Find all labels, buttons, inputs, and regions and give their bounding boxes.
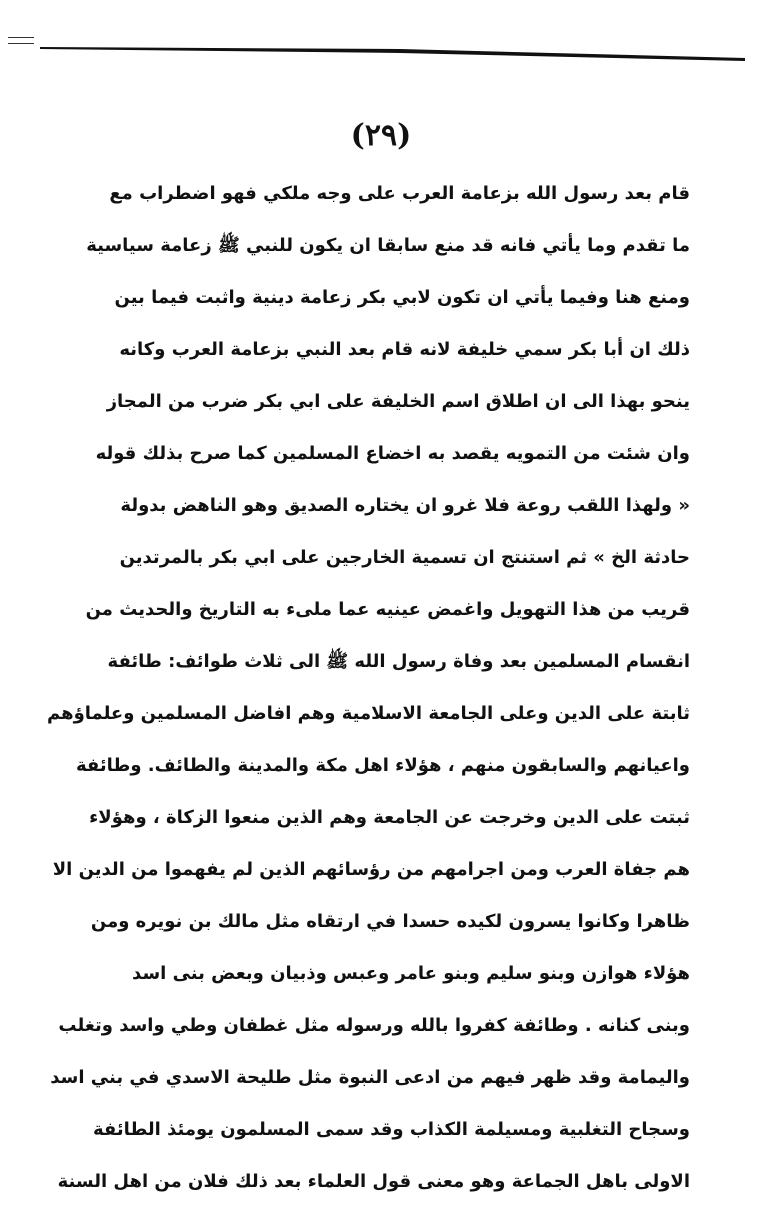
text-line: « ولهذا اللقب روعة فلا غرو ان يختاره الصديق وهو الناهض بدولة [120,495,690,516]
text-line: ينحو بهذا الى ان اطلاق اسم الخليفة على ابي بكر ضرب من المجاز [106,391,690,412]
text-line: واليمامة وقد ظهر فيهم من ادعى النبوة مثل طليحة الاسدي في بني اسد [50,1067,690,1088]
text-line: الاولى باهل الجماعة وهو معنى قول العلماء بعد ذلك فلان من اهل السنة [57,1171,690,1192]
text-line: هؤلاء هوازن وبنو سليم وبنو عامر وعبس وذبيان وبعض بنى اسد [132,963,690,984]
text-line: ومنع هنا وفيما يأتي ان تكون لابي بكر زعامة دينية واثبت فيما بين [114,287,690,308]
header-rule [0,0,762,80]
text-line: وبنى كنانه . وطائفة كفروا بالله ورسوله مثل غطفان وطي واسد وتغلب [58,1015,690,1036]
text-line: هم جفاة العرب ومن اجرامهم من رؤسائهم الذين لم يفهموا من الدين الا [52,859,690,880]
text-line: ما تقدم وما يأتي فانه قد منع سابقا ان يكون للنبي ﷺ زعامة سياسية [86,235,690,256]
text-line: وسجاح التغلبية ومسيلمة الكذاب وقد سمى المسلمون يومئذ الطائفة [92,1119,690,1140]
text-line: ثابتة على الدين وعلى الجامعة الاسلامية وهم افاضل المسلمين وعلماؤهم [46,703,690,724]
text-line: ظاهرا وكانوا يسرون لكيده حسدا في ارتقاه مثل مالك بن نويره ومن [90,911,690,932]
text-line: قام بعد رسول الله بزعامة العرب على وجه ملكي فهو اضطراب مع [109,183,690,204]
text-line: قريب من هذا التهويل واغمض عينيه عما ملىء به التاريخ والحديث من [85,599,690,620]
body-text [46,168,690,1208]
text-line: ذلك ان أبا بكر سمي خليفة لانه قام بعد النبي بزعامة العرب وكانه [119,339,690,360]
text-line: ثبتت على الدين وخرجت عن الجامعة وهم الذين منعوا الزكاة ، وهؤلاء [89,807,690,828]
text-line: وان شئت من التمويه يقصد به اخضاع المسلمين كما صرح بذلك قوله [95,443,690,464]
page-number: (٢٩) [350,118,412,153]
text-line: حادثة الخ » ثم استنتج ان تسمية الخارجين على ابي بكر بالمرتدين [119,547,690,568]
text-line: انقسام المسلمين بعد وفاة رسول الله ﷺ الى ثلاث طوائف: طائفة [107,651,690,672]
text-line: واعيانهم والسابقون منهم ، هؤلاء اهل مكة والمدينة والطائف. وطائفة [76,755,690,776]
